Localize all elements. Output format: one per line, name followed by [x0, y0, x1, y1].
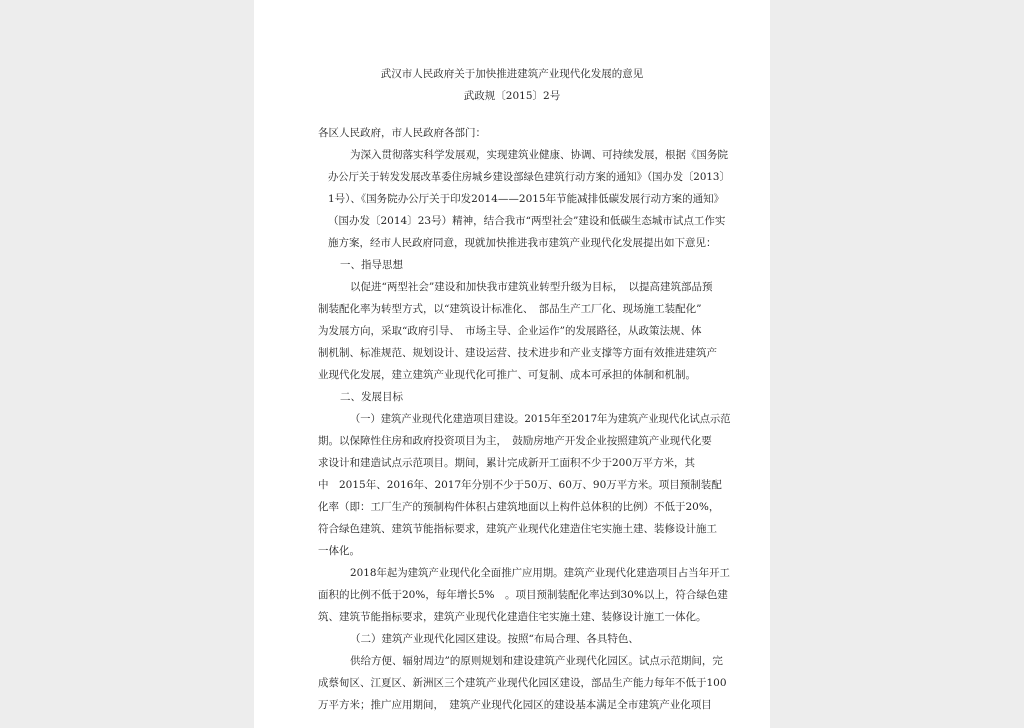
paragraph-line: 期。以保障性住房和政府投资项目为主， 鼓励房地产开发企业按照建筑产业现代化要 [318, 435, 712, 447]
document-number: 武政规〔2015〕2号 [463, 90, 561, 102]
paragraph-line: 符合绿色建筑、建筑节能指标要求，建筑产业现代化建造住宅实施土建、装修设计施工 [318, 523, 717, 535]
addressee-line: 各区人民政府，市人民政府各部门： [318, 127, 486, 139]
paragraph-line: 办公厅关于转发发展改革委住房城乡建设部绿色建筑行动方案的通知》（国办发〔2013〕 [328, 171, 730, 183]
paragraph-line: 万平方米；推广应用期间， 建筑产业现代化园区的建设基本满足全市建筑产业化项目 [318, 699, 712, 711]
paragraph-line: 面积的比例不低于20%，每年增长5% 。项目预制装配化率达到30%以上，符合绿色建 [318, 589, 728, 601]
paragraph-line: 供给方便、辐射周边”的原则规划和建设建筑产业现代化园区。试点示范期间，完 [350, 655, 723, 667]
paragraph-line: 2018年起为建筑产业现代化全面推广应用期。建筑产业现代化建造项目占当年开工 [350, 567, 730, 579]
paragraph-line: 中 2015年、2016年、2017年分别不少于50万、60万、90万平方米。项目预制装配 [318, 479, 722, 491]
paragraph-line: 化率（即：工厂生产的预制构件体积占建筑地面以上构件总体积的比例）不低于20%， [318, 501, 720, 513]
paragraph-line: 成蔡甸区、江夏区、新洲区三个建筑产业现代化园区建设，部品生产能力每年不低于100 [318, 677, 727, 689]
paragraph-line: （一）建筑产业现代化建造项目建设。2015年至2017年为建筑产业现代化试点示范 [350, 413, 731, 425]
paragraph-line: 筑、建筑节能指标要求，建筑产业现代化建造住宅实施土建、装修设计施工一体化。 [318, 611, 707, 623]
paragraph-line: 求设计和建造试点示范项目。期间，累计完成新开工面积不少于200万平方米，其 [318, 457, 696, 469]
paragraph-line: 为深入贯彻落实科学发展观，实现建筑业健康、协调、可持续发展，根据《国务院 [350, 149, 728, 161]
paragraph-line: 业现代化发展，建立建筑产业现代化可推广、可复制、成本可承担的体制和机制。 [318, 369, 696, 381]
paragraph-line: 1号）、《国务院办公厅关于印发2014——2015年节能减排低碳发展行动方案的通知》 [328, 193, 725, 205]
document-page [254, 0, 770, 728]
paragraph-line: 施方案，经市人民政府同意，现就加快推进我市建筑产业现代化发展提出如下意见： [328, 237, 717, 249]
paragraph-line: （国办发〔2014〕23号）精神，结合我市“两型社会”建设和低碳生态城市试点工作实 [328, 215, 726, 227]
section-heading: 一、指导思想 [340, 259, 403, 271]
paragraph-line: 为发展方向，采取“政府引导、 市场主导、企业运作”的发展路径，从政策法规、体 [318, 325, 702, 337]
paragraph-line: 以促进“两型社会”建设和加快我市建筑业转型升级为目标， 以提高建筑部品预 [350, 281, 713, 293]
paragraph-line: 制机制、标准规范、规划设计、建设运营、技术进步和产业支撑等方面有效推进建筑产 [318, 347, 717, 359]
document-title: 武汉市人民政府关于加快推进建筑产业现代化发展的意见 [380, 68, 644, 80]
paragraph-line: （二）建筑产业现代化园区建设。按照“布局合理、各具特色、 [350, 633, 639, 645]
section-heading: 二、发展目标 [340, 391, 403, 403]
paragraph-line: 一体化。 [318, 545, 360, 557]
paragraph-line: 制装配化率为转型方式，以“建筑设计标准化、 部品生产工厂化、现场施工装配化” [318, 303, 702, 315]
